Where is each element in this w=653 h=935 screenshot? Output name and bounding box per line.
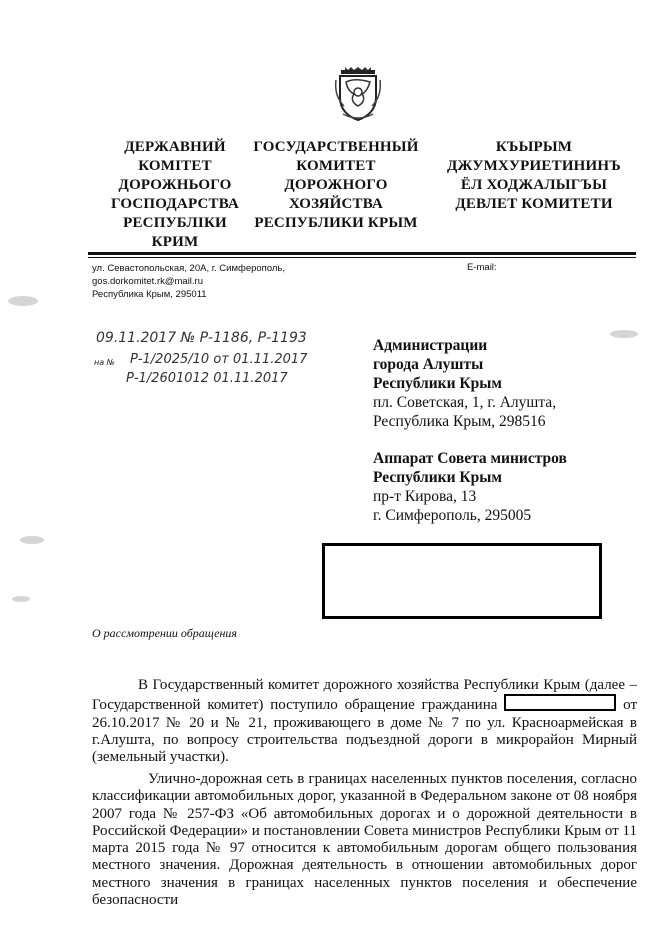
email-label: E-mail: <box>467 262 497 273</box>
recipient-line: города Алушты <box>373 356 484 373</box>
body-paragraph: Улично-дорожная сеть в границах населенных пунктов поселения, согласно классификации автомобильных дорог, указанной в Федеральном законе от 08 ноября 2007 года № 257-ФЗ «Об автомобильных дорогах и о дорожной деятельности в Российской Федерации» и постановлении Совета министров Республики Крым от 11 марта 2015 года № 97 относится к автомобильным дорогам общего пользования местного значения. Дорожная деятельность в отношении автомобильных дорог местного значения в границах населенных пунктов поселения и обеспечение безопасности <box>92 771 637 909</box>
redacted-recipient-box <box>322 543 602 619</box>
recipient-line: Республика Крым, 298516 <box>373 413 546 430</box>
recipient-line: Аппарат Совета министров <box>373 450 567 467</box>
crimea-coat-of-arms-icon <box>335 66 381 122</box>
recipient-line: Республики Крым <box>373 375 502 392</box>
header-divider-thin <box>88 257 636 258</box>
recipient-line: г. Симферополь, 295005 <box>373 507 532 524</box>
header-title-ukrainian: ДЕРЖАВНИЙ КОМІТЕТ ДОРОЖНЬОГО ГОСПОДАРСТВА РЕСПУБЛІКИ КРИМ <box>110 139 240 250</box>
letter-subject: О рассмотрении обращения <box>92 626 238 640</box>
paragraph-text: В Государственный комитет дорожного хозяйства Республики Крым (далее – Государственной комитет) поступило обращение гражданина <box>92 677 637 714</box>
outgoing-number-handwritten: 09.11.2017 № Р-1186, Р-1193 <box>96 330 307 346</box>
recipient-council-of-ministers <box>373 449 643 525</box>
reference-number-handwritten: Р-1/2601012 01.11.2017 <box>126 371 288 386</box>
reference-number-handwritten: Р-1/2025/10 от 01.11.2017 <box>130 352 308 367</box>
recipient-line: пр-т Кирова, 13 <box>373 488 477 505</box>
header-divider-thick <box>88 252 636 255</box>
recipient-line: Республики Крым <box>373 469 502 486</box>
address-line: ул. Севастопольская, 20А, г. Симферополь, <box>92 263 286 274</box>
scan-noise <box>610 330 638 338</box>
address-email: gos.dorkomitet.rk@mail.ru <box>92 276 204 287</box>
scan-noise <box>12 596 30 602</box>
address-line: Республика Крым, 295011 <box>92 289 207 300</box>
header-title-russian: ГОСУДАРСТВЕННЫЙ КОМИТЕТ ДОРОЖНОГО ХОЗЯЙСТВА РЕСПУБЛИКИ КРЫМ <box>253 139 419 231</box>
header-title-crimean-tatar: КЪЫРЫМ ДЖУМХУРИЕТИНИНЪ ЁЛ ХОДЖАЛЫГЪЫ ДЕВЛЕТ КОМИТЕТИ <box>447 139 621 212</box>
reference-prefix: на № <box>94 358 115 367</box>
body-paragraph <box>92 677 637 766</box>
paragraph-text: от 26.10.2017 № 20 и № 21, проживающего в доме № 7 по ул. Красноармейская в г.Алушта, по вопросу строительства подъездной дороги в микрорайон Мирный (земельный участки). <box>92 697 638 766</box>
recipient-line: пл. Советская, 1, г. Алушта, <box>373 394 557 411</box>
scan-noise <box>20 536 44 544</box>
sender-address <box>92 262 352 301</box>
recipient-line: Администрации <box>373 337 488 354</box>
scan-noise <box>8 296 38 306</box>
recipient-alushta-administration <box>373 336 643 431</box>
redacted-name-box <box>504 694 616 711</box>
